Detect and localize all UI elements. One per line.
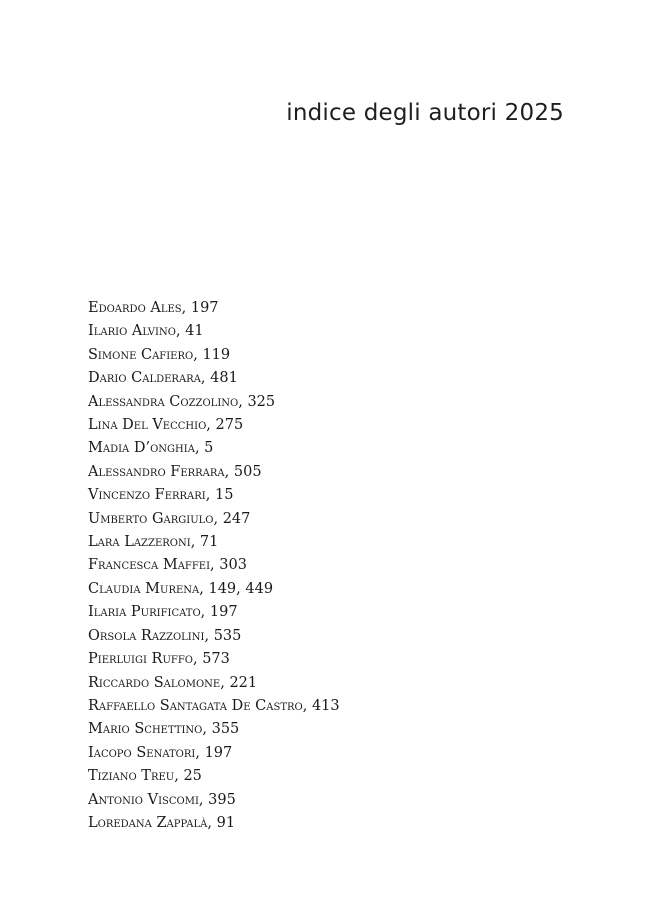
page-numbers: 221: [229, 674, 258, 691]
list-item: Madia D’onghia, 5: [88, 440, 214, 457]
author-name: Umberto Gargiulo: [88, 510, 214, 527]
page-numbers: 41: [185, 323, 204, 340]
author-name: Vincenzo Ferrari: [88, 487, 206, 504]
list-item: Raffaello Santagata De Castro, 413: [88, 697, 340, 714]
author-name: Francesca Maffei: [88, 557, 211, 574]
list-item: Ilario Alvino, 41: [88, 323, 204, 340]
page-numbers: 325: [247, 393, 276, 410]
list-item: Riccardo Salomone, 221: [88, 674, 258, 691]
author-name: Alessandro Ferrara: [88, 463, 225, 480]
page-numbers: 535: [213, 627, 242, 644]
author-name: Madia D’onghia: [88, 440, 195, 457]
page-numbers: 71: [199, 534, 219, 551]
author-name: Simone Cafiero: [88, 346, 194, 363]
author-name: Tiziano Treu: [88, 768, 175, 785]
page-numbers: 197: [190, 300, 219, 316]
author-name: Mario Schettino: [88, 721, 203, 738]
author-name: Ilario Alvino: [88, 323, 176, 340]
author-name: Loredana Zappalà: [88, 814, 208, 831]
page-title: indice degli autori 2025: [286, 100, 564, 126]
list-item: Vincenzo Ferrari, 15: [88, 487, 234, 504]
list-item: Francesca Maffei, 303: [88, 557, 247, 574]
page-numbers: 25: [183, 768, 202, 785]
page-numbers: 413: [311, 697, 340, 714]
page-numbers: 197: [204, 744, 233, 761]
list-item: Edoardo Ales, 197: [88, 300, 219, 316]
author-name: Ilaria Purificato: [88, 604, 201, 621]
page-numbers: 5: [204, 440, 214, 457]
list-item: Umberto Gargiulo, 247: [88, 510, 251, 527]
list-item: Lina Del Vecchio, 275: [88, 417, 244, 434]
author-name: Orsola Razzolini: [88, 627, 205, 644]
author-name: Antonio Viscomi: [88, 791, 199, 808]
author-name: Raffaello Santagata De Castro: [88, 697, 303, 714]
list-item: Dario Calderara, 481: [88, 370, 238, 387]
author-index-list: [88, 297, 340, 835]
author-name: Iacopo Senatori: [88, 744, 196, 761]
page-numbers: 91: [216, 814, 236, 831]
author-name: Alessandra Cozzolino: [88, 393, 239, 410]
page-numbers: 481: [210, 370, 238, 387]
page-numbers: 395: [208, 791, 236, 808]
author-name: Riccardo Salomone: [88, 674, 221, 691]
page-numbers: 355: [211, 721, 240, 738]
page-numbers: 573: [202, 651, 230, 668]
list-item: Tiziano Treu, 25: [88, 768, 202, 785]
list-item: Simone Cafiero, 119: [88, 346, 231, 363]
author-name: Lina Del Vecchio: [88, 417, 207, 434]
page-numbers: 119: [202, 346, 231, 363]
page-numbers: 247: [222, 510, 251, 527]
list-item: Alessandro Ferrara, 505: [88, 463, 262, 480]
author-name: Dario Calderara: [88, 370, 201, 387]
page-numbers: 505: [233, 463, 262, 480]
list-item: Claudia Murena, 149, 449: [88, 580, 274, 597]
page-numbers: 15: [214, 487, 234, 504]
author-name: Lara Lazzeroni: [88, 534, 191, 551]
list-item: Alessandra Cozzolino, 325: [88, 393, 276, 410]
list-item: Loredana Zappalà, 91: [88, 814, 236, 831]
page-numbers: 149, 449: [208, 580, 274, 597]
page-numbers: 275: [215, 417, 244, 434]
page-numbers: 197: [209, 604, 238, 621]
author-name: Edoardo Ales: [88, 300, 182, 316]
author-name: Claudia Murena: [88, 580, 200, 597]
list-item: Lara Lazzeroni, 71: [88, 534, 219, 551]
author-name: Pierluigi Ruffo: [88, 651, 193, 668]
list-item: Mario Schettino, 355: [88, 721, 240, 738]
list-item: Iacopo Senatori, 197: [88, 744, 233, 761]
list-item: Ilaria Purificato, 197: [88, 604, 238, 621]
list-item: Pierluigi Ruffo, 573: [88, 651, 230, 668]
page-numbers: 303: [219, 557, 247, 574]
list-item: Orsola Razzolini, 535: [88, 627, 242, 644]
list-item: Antonio Viscomi, 395: [88, 791, 236, 808]
